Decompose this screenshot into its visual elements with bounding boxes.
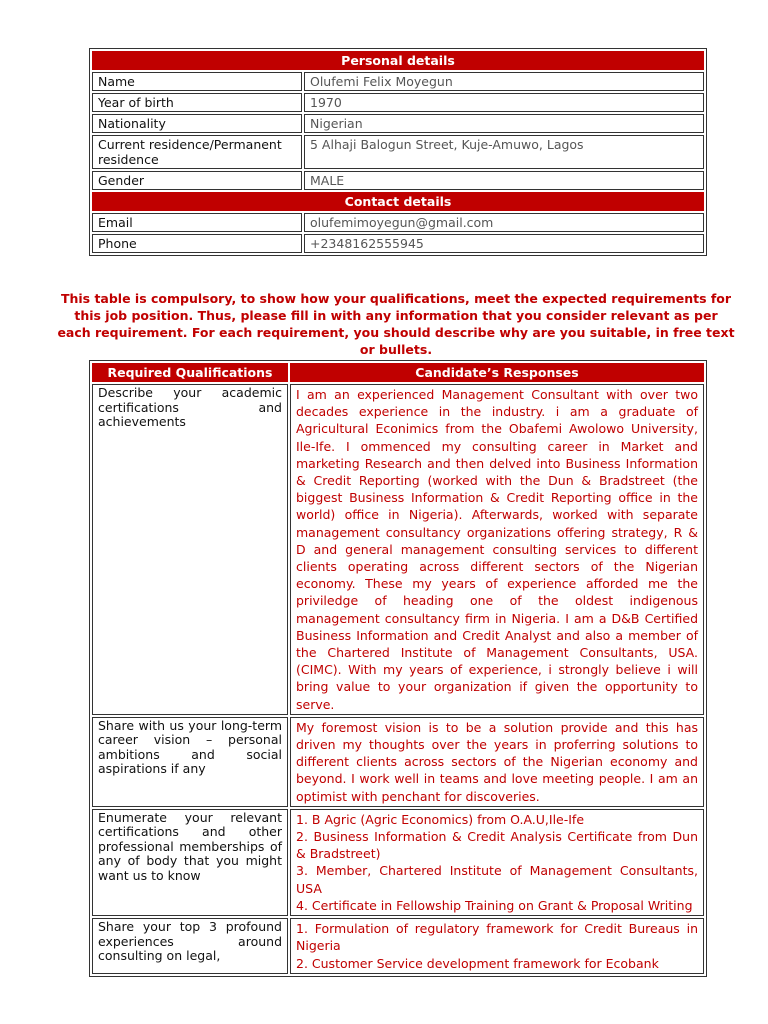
field-label: Nationality [92,114,302,133]
table-row [92,213,704,232]
requirement-text: Share with us your long-term career vision – personal ambitions and social aspirations if any [92,717,288,807]
requirement-text: Describe your academic certifications and achievements [92,384,288,715]
table-row [92,93,704,112]
table-row [92,918,704,974]
field-label: Name [92,72,302,91]
personal-details-header: Personal details [92,51,704,70]
field-label: Current residence/Permanent residence [92,135,302,169]
list-item: 1. B Agric (Agric Economics) from O.A.U,Ile-Ife [296,811,585,827]
list-item: 3. Member, Chartered Institute of Management Consultants, USA [296,863,698,896]
candidate-responses-header: Candidate’s Responses [290,363,704,382]
list-item: 2. Customer Service development framework for Ecobank [296,955,659,971]
response-list [290,809,704,916]
table-row [92,135,704,169]
required-qualifications-header: Required Qualifications [92,363,288,382]
field-value: 5 Alhaji Balogun Street, Kuje-Amuwo, Lagos [304,135,704,169]
field-value: 1970 [304,93,704,112]
field-value: Nigerian [304,114,704,133]
response-text: I am an experienced Management Consultant with over two decades experience in the industry. i am a graduate of Agricultural Econimics from the Obafemi Awolowo University, Ile-Ife. I ommenced my consulting career in Market and marketing Research and then delved into Business Information & Credit Reporting (worked with the Dun & Bradstreet (the biggest Business Information & Credit Reporting office in the world) office in Nigeria). Afterwards, worked with separate management consultancy organizations offering strategy, R & D and general management consulting services to different clients operating across different sectors of the Nigerian economy. These my years of experience afforded me the priviledge of heading one of the oldest indigenous management consultancy firm in Nigeria. I am a D&B Certified Business Information and Credit Analyst and also a member of the Chartered Institute of Management Consultants, USA. (CIMC). With my years of experience, i strongly believe i will bring value to your organization if given the opportunity to serve. [290,384,704,715]
table-row [92,384,704,715]
personal-details-table [89,48,707,256]
phone-value: +2348162555945 [304,234,704,253]
response-text: My foremost vision is to be a solution provide and this has driven my thoughts over the years in proferring solutions to different clients across sectors of the Nigerian economy and beyond. I work well in teams and love meeting people. I am an optimist with penchant for discoveries. [290,717,704,807]
requirement-text: Share your top 3 profound experiences around consulting on legal, [92,918,288,974]
list-item: 2. Business Information & Credit Analysis Certificate from Dun & Bradstreet) [296,829,698,862]
table-row [92,171,704,190]
field-label: Email [92,213,302,232]
table-row [92,234,704,253]
field-label: Gender [92,171,302,190]
table-row [92,114,704,133]
response-list [290,918,704,974]
list-item: 1. Formulation of regulatory framework for Credit Bureaus in Nigeria [296,921,698,954]
qualifications-table [89,360,707,977]
field-label: Phone [92,234,302,253]
field-value: MALE [304,171,704,190]
field-value: Olufemi Felix Moyegun [304,72,704,91]
instructions-notice: This table is compulsory, to show how your qualifications, meet the expected requirements for this job position. Thus, please fill in with any information that you consider relevant as per each requirement. For each requirement, you should describe why are you suitable, in free text or bullets. [57,291,735,357]
table-row [92,809,704,916]
list-item: 4. Certificate in Fellowship Training on Grant & Proposal Writing [296,897,693,913]
table-row [92,72,704,91]
requirement-text: Enumerate your relevant certifications and other professional memberships of any of body that you might want us to know [92,809,288,916]
field-label: Year of birth [92,93,302,112]
email-value: olufemimoyegun@gmail.com [304,213,704,232]
contact-details-header: Contact details [92,192,704,211]
table-row [92,717,704,807]
